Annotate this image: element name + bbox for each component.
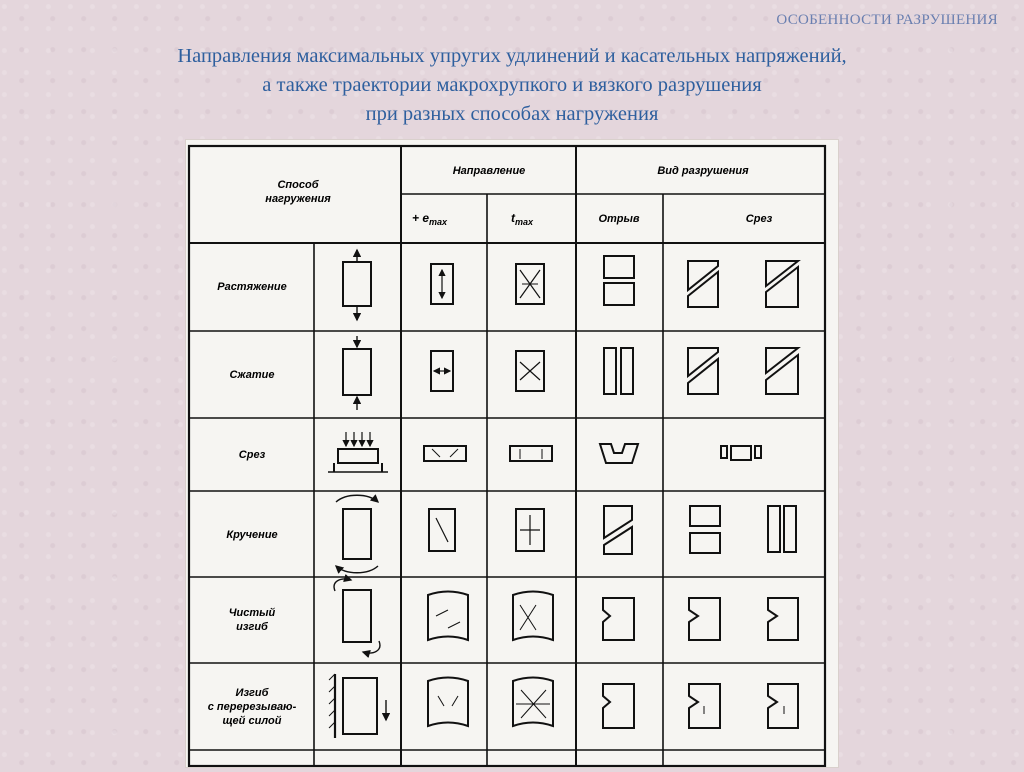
header-fracture-type: Вид разрушения (657, 165, 749, 177)
emax-main: + e (412, 211, 430, 225)
transverse-bending-srez-icon-b (768, 684, 798, 728)
transverse-bending-otryv-icon (603, 684, 634, 728)
torsion-srez-icon-a (690, 506, 720, 553)
compression-srez-icon-b (766, 348, 798, 394)
emax-sub: max (429, 217, 448, 227)
fracture-table-svg (186, 140, 838, 767)
compression-diagram-icon (343, 336, 371, 410)
shear-srez-icon (721, 446, 761, 460)
header-col-emax (412, 211, 448, 227)
title-line-2: а также траектории макрохрупкого и вязкого разрушения (262, 74, 762, 96)
header-col-tmax (511, 211, 534, 227)
torsion-tmax-icon (516, 509, 544, 551)
transverse-bending-srez-icon-a (689, 684, 720, 728)
shear-emax-icon (424, 446, 466, 461)
pure-bending-srez-icon-a (689, 598, 720, 640)
tension-otryv-icon (604, 256, 634, 305)
title-line-3: при разных способах нагружения (365, 103, 659, 125)
fracture-table-figure (186, 140, 838, 767)
row-label-transverse-bending-3: щей силой (222, 715, 282, 727)
shear-tmax-icon (510, 446, 552, 461)
row-label-shear: Срез (238, 449, 266, 461)
transverse-bending-diagram-icon (329, 674, 386, 738)
tmax-main: t (511, 211, 515, 225)
slide-title (0, 42, 1024, 129)
section-label: ОСОБЕННОСТИ РАЗРУШЕНИЯ (776, 12, 998, 28)
table-grid (189, 146, 825, 766)
torsion-srez-icon-b (768, 506, 796, 552)
shear-diagram-icon (328, 432, 388, 472)
row-label-compression: Сжатие (229, 369, 275, 381)
pure-bending-diagram-icon (334, 579, 380, 653)
row-label-transverse-bending-1: Изгиб (235, 687, 269, 699)
pure-bending-emax-icon (428, 592, 468, 641)
tension-srez-icon-b (766, 261, 798, 307)
transverse-bending-tmax-icon (513, 678, 553, 727)
tmax-sub: max (515, 217, 534, 227)
tension-emax-icon (431, 264, 453, 304)
transverse-bending-emax-icon (428, 678, 468, 727)
compression-otryv-icon (604, 348, 633, 394)
header-direction: Направление (452, 165, 526, 177)
pure-bending-tmax-icon (513, 592, 553, 641)
tension-diagram-icon (343, 250, 371, 320)
row-label-pure-bending-2: изгиб (236, 621, 268, 633)
tension-tmax-icon (516, 264, 544, 304)
header-corner-line-1: Способ (277, 179, 319, 191)
header-corner-line-2: нагружения (265, 193, 331, 205)
pure-bending-otryv-icon (603, 598, 634, 640)
header-col-otryv: Отрыв (598, 213, 640, 225)
title-line-1: Направления максимальных упругих удлинений и касательных напряжений, (177, 45, 847, 67)
row-label-tension: Растяжение (217, 281, 287, 293)
pure-bending-srez-icon-b (768, 598, 798, 640)
row-label-pure-bending-1: Чистый (228, 607, 276, 619)
shear-otryv-icon (600, 444, 638, 463)
compression-emax-icon (431, 351, 453, 391)
compression-tmax-icon (516, 351, 544, 391)
header-col-srez: Срез (745, 213, 773, 225)
tension-srez-icon-a (688, 261, 718, 307)
row-label-transverse-bending-2: с перерезываю- (207, 701, 297, 713)
row-label-torsion: Кручение (226, 529, 278, 541)
compression-srez-icon-a (688, 348, 718, 394)
torsion-diagram-icon (336, 495, 378, 573)
torsion-emax-icon (429, 509, 455, 551)
torsion-otryv-icon (604, 506, 632, 554)
